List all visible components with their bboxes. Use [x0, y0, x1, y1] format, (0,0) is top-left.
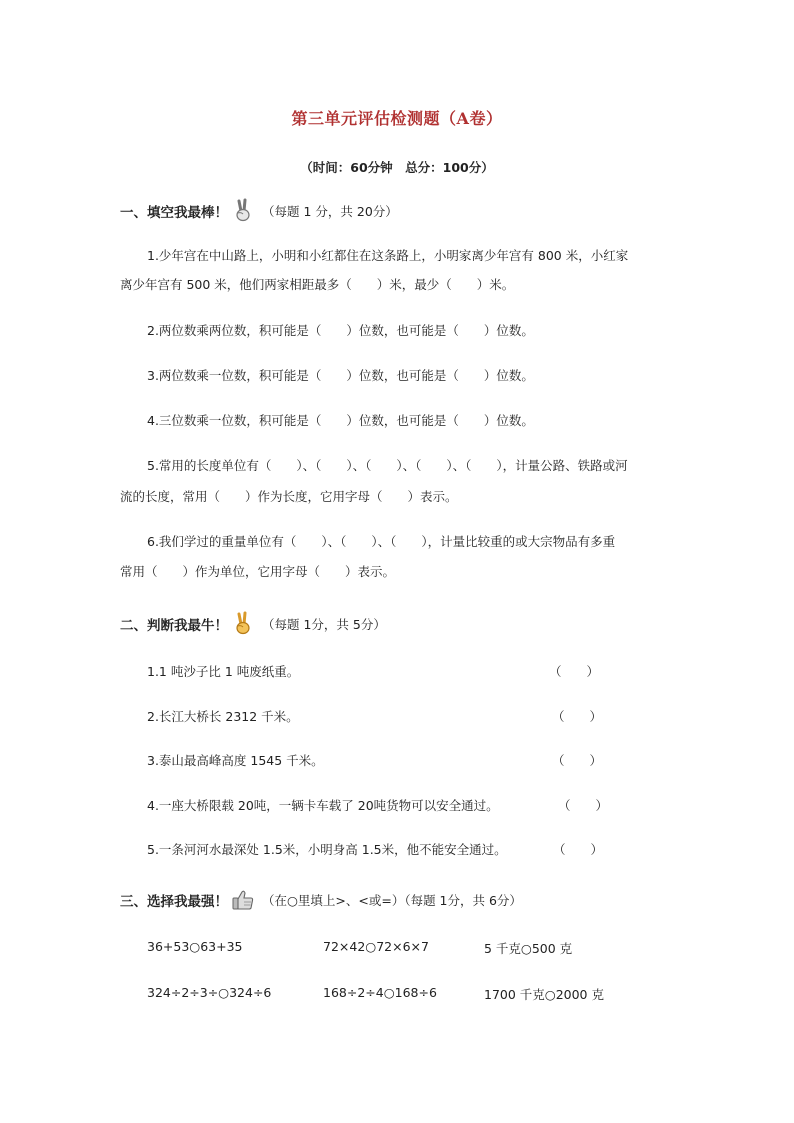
- judge-item-5: 5.一条河河水最深处 1.5米，小明身高 1.5米，他不能安全通过。: [147, 842, 507, 857]
- question-5-line-2: 流的长度，常用（ ）作为长度，它用字母（ ）表示。: [120, 489, 458, 504]
- judge-item-3-answer: （ ）: [552, 753, 603, 768]
- section-2-heading: 二、判断我最牛！: [120, 618, 228, 634]
- question-5-line-1: 5.常用的长度单位有（ ）、（ ）、（ ）、（ ）、（ ），计量公路、铁路或河: [147, 458, 628, 473]
- page-subtitle: （时间：60分钟 总分：100分）: [300, 160, 494, 175]
- question-4: 4.三位数乘一位数，积可能是（ ）位数，也可能是（ ）位数。: [147, 413, 534, 428]
- question-2: 2.两位数乘两位数，积可能是（ ）位数，也可能是（ ）位数。: [147, 323, 534, 338]
- section-3-note: （在○里填上>、<或=）（每题 1分，共 6分）: [262, 893, 522, 908]
- thumbs-up-icon: [230, 887, 256, 913]
- section-3-header: [120, 887, 522, 913]
- section-2-note: （每题 1分，共 5分）: [262, 617, 386, 632]
- judge-item-5-answer: （ ）: [553, 842, 604, 857]
- compare-6: 1700 千克○2000 克: [484, 987, 604, 1002]
- question-6-line-1: 6.我们学过的重量单位有（ ）、（ ）、（ ），计量比较重的或大宗物品有多重: [147, 534, 616, 549]
- question-1-line-1: 1.少年宫在中山路上，小明和小红都住在这条路上，小明家离少年宫有 800 米，小红家: [147, 248, 629, 263]
- compare-3: 5 千克○500 克: [484, 941, 573, 956]
- judge-item-4-answer: （ ）: [558, 798, 609, 813]
- compare-5: 168÷2÷4○168÷6: [323, 985, 437, 1000]
- compare-4: 324÷2÷3÷○324÷6: [147, 985, 272, 1000]
- section-2-header: [120, 611, 386, 637]
- section-1-heading: 一、填空我最棒！: [120, 205, 228, 221]
- judge-item-2: 2.长江大桥长 2312 千米。: [147, 709, 299, 724]
- question-3: 3.两位数乘一位数，积可能是（ ）位数，也可能是（ ）位数。: [147, 368, 534, 383]
- victory-hand-icon: [230, 198, 256, 224]
- page-title: 第三单元评估检测题（A卷）: [291, 109, 503, 128]
- compare-1: 36+53○63+35: [147, 939, 243, 954]
- judge-item-4: 4.一座大桥限载 20吨，一辆卡车载了 20吨货物可以安全通过。: [147, 798, 499, 813]
- judge-item-1: 1.1 吨沙子比 1 吨废纸重。: [147, 664, 300, 679]
- question-1-line-2: 离少年宫有 500 米，他们两家相距最多（ ）米，最少（ ）米。: [120, 277, 515, 292]
- section-1-note: （每题 1 分，共 20分）: [262, 204, 398, 219]
- question-6-line-2: 常用（ ）作为单位，它用字母（ ）表示。: [120, 564, 396, 579]
- section-3-heading: 三、选择我最强！: [120, 894, 228, 910]
- judge-item-1-answer: （ ）: [549, 664, 600, 679]
- section-1-header: [120, 198, 398, 224]
- victory-hand-icon: [230, 611, 256, 637]
- compare-2: 72×42○72×6×7: [323, 939, 429, 954]
- judge-item-2-answer: （ ）: [552, 709, 603, 724]
- judge-item-3: 3.泰山最高峰高度 1545 千米。: [147, 753, 324, 768]
